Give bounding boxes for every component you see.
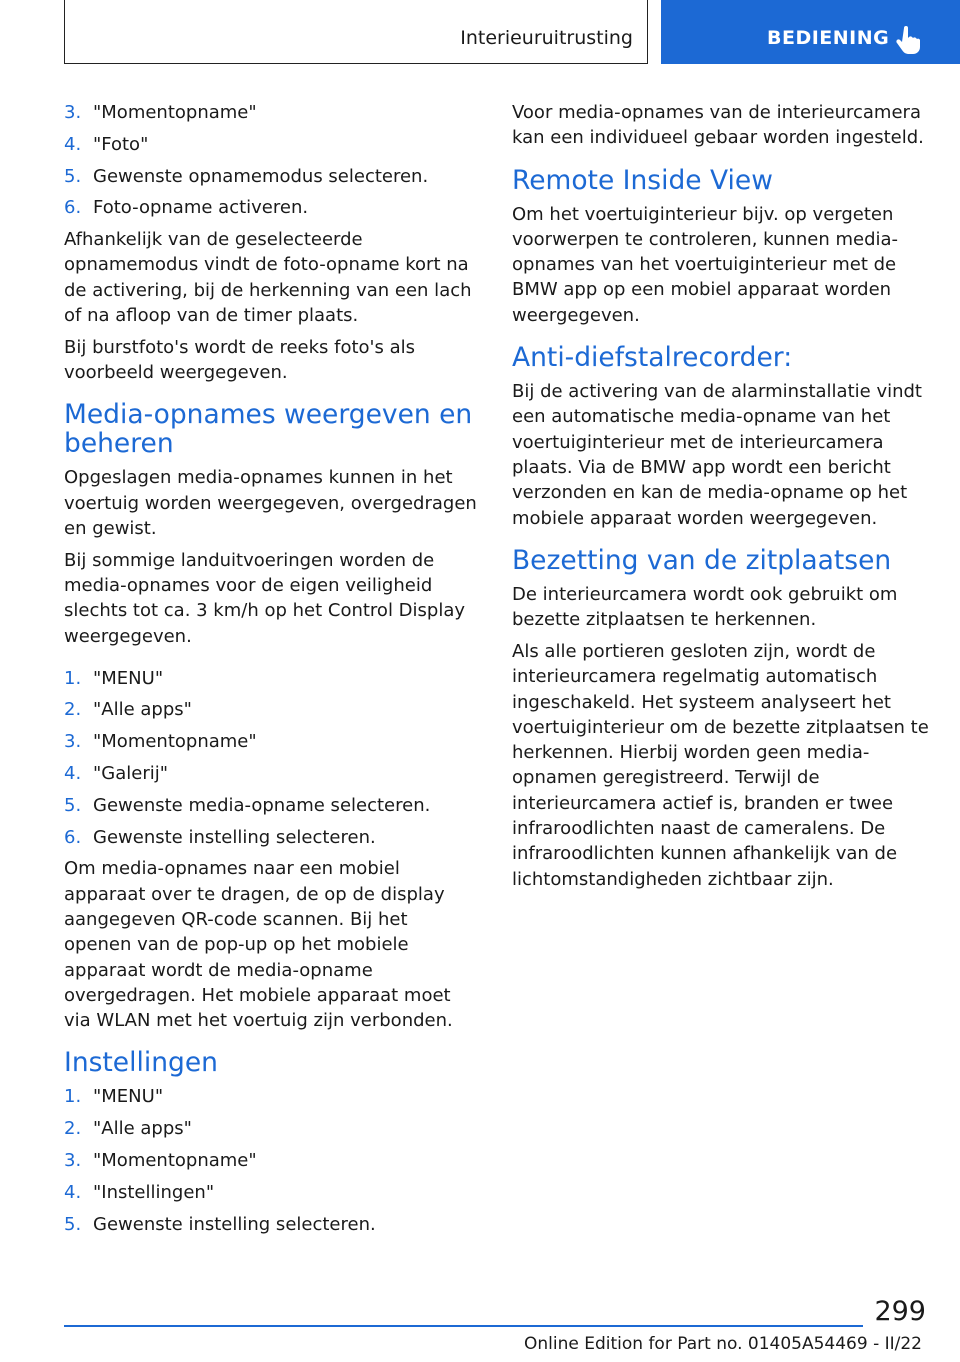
heading-seat-occupancy: Bezetting van de zitplaatsen xyxy=(512,544,892,576)
list-item: 1. "MENU" xyxy=(64,667,164,689)
list-item: 5. Gewenste opnamemodus selecteren. xyxy=(64,165,429,187)
list-item: 4. "Instellingen" xyxy=(64,1181,215,1203)
paragraph: Als alle portieren gesloten zijn, wordt de interieurcamera regelmatig automatisch ingeschakeld. Het systeem analyseert het voertuiginterieur om de bezette zitplaatsen te herkennen. Hierbij worden geen media-opnamen geregistreerd. Terwijl de interieurcamera actief is, branden er twee infraroodlichten naast de cameralens. De infraroodlichten kunnen afhankelijk van de lichtomstandigheden zichtbaar zijn. xyxy=(512,640,929,890)
list-item: 1. "MENU" xyxy=(64,1086,164,1108)
list-item: 6. Gewenste instelling selecteren. xyxy=(64,826,376,848)
hand-pointer-icon xyxy=(895,25,921,55)
header-chapter-tab xyxy=(661,0,960,64)
page-number: 299 xyxy=(874,1296,926,1327)
left-column xyxy=(64,100,479,1243)
paragraph: De interieurcamera wordt ook gebruikt om bezette zitplaatsen te herkennen. xyxy=(512,583,898,631)
list-item: 4. "Galerij" xyxy=(64,762,169,784)
heading-media: Media-opnames weergeven en beheren xyxy=(64,399,473,460)
paragraph: Afhankelijk van de geselecteerde opnamemodus vindt de foto-opname kort na de activering, bij de herkenning van een lach of na afloop van de timer plaats. xyxy=(64,229,472,327)
list-item: 2. "Alle apps" xyxy=(64,1118,192,1140)
chapter-title: BEDIENING xyxy=(767,27,890,49)
heading-remote-inside-view: Remote Inside View xyxy=(512,164,773,196)
footer-divider xyxy=(64,1325,863,1327)
list-item: 5. Gewenste instelling selecteren. xyxy=(64,1213,376,1235)
edition-text: Online Edition for Part no. 01405A54469 - II/22 xyxy=(523,1334,922,1354)
heading-settings: Instellingen xyxy=(64,1047,218,1079)
paragraph: Om het voertuiginterieur bijv. op vergeten voorwerpen te controleren, kunnen media-opnames van het voertuiginterieur met de BMW app op een mobiel apparaat worden weergegeven. xyxy=(512,203,899,326)
list-item: 5. Gewenste media-opname selecteren. xyxy=(64,794,431,816)
list-item: 2. "Alle apps" xyxy=(64,699,192,721)
paragraph: Voor media-opnames van de interieurcamera kan een individueel gebaar worden ingesteld. xyxy=(512,102,924,149)
list-item: 3. "Momentopname" xyxy=(64,102,257,123)
paragraph: Opgeslagen media-opnames kunnen in het voertuig worden weergegeven, overgedragen en gewist. xyxy=(64,467,477,540)
list-item: 6. Foto-opname activeren. xyxy=(64,197,309,219)
section-title: Interieuruitrusting xyxy=(460,27,633,49)
paragraph: Bij de activering van de alarminstallatie vindt een automatische media-opname van het voertuiginterieur met de interieurcamera plaats. Via de BMW app wordt een bericht verzonden en kan de media-opname op het mobiele apparaat worden weergegeven. xyxy=(512,381,922,529)
heading-anti-theft-recorder: Anti-diefstalrecorder: xyxy=(512,342,793,374)
list-item: 3. "Momentopname" xyxy=(64,731,257,753)
list-item: 4. "Foto" xyxy=(64,133,149,155)
list-item: 3. "Momentopname" xyxy=(64,1150,257,1171)
paragraph: Om media-opnames naar een mobiel apparaat over te dragen, de op de display aangegeven QR-code scannen. Bij het openen van de pop-up op het mobiele apparaat wordt de media-opname overgedragen. Het mobiele apparaat moet via WLAN met het voertuig zijn verbonden. xyxy=(64,858,453,1032)
paragraph: Bij burstfoto's wordt de reeks foto's als voorbeeld weergegeven. xyxy=(64,336,416,384)
right-column xyxy=(512,100,930,898)
paragraph: Bij sommige landuitvoeringen worden de media-opnames voor de eigen veiligheid slechts tot ca. 3 km/h op het Control Display weergegeven. xyxy=(64,549,466,647)
header-section-tab xyxy=(64,0,648,64)
